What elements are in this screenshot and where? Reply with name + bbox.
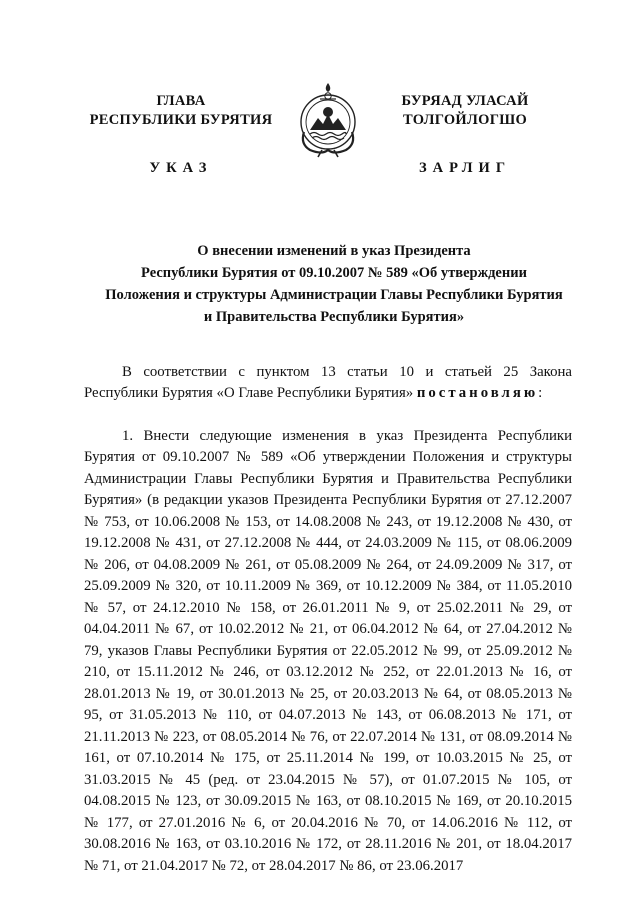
point-1-paragraph: 1. Внести следующие изменения в указ Президента Республики Бурятия от 09.10.2007 № 589 «Об утверждении Положения и структуры Администрации Главы Республики Бурятия и Правительства Республики Бурятия» (в редакции указов Президента Республики Бурятия от 27.12.2007 № 753, от 10.06.2008 № 153, от 14.08.2008 № 243, от 19.12.2008 № 430, от 19.12.2008 № 431, от 27.12.2008 № 444, от 24.03.2009 № 115, от 08.06.2009 № 206, от 04.08.2009 № 261, от 05.08.2009 № 264, от 24.09.2009 № 317, от 25.09.2009 № 320, от 10.11.2009 № 369, от 10.12.2009 № 384, от 11.05.2010 № 57, от 24.12.2010 № 158, от 26.01.2011 № 9, от 25.02.2011 № 29, от 04.04.2011 № 67, от 10.02.2012 № 21, от 06.04.2012 № 64, от 27.04.2012 № 79, указов Главы Республики Бурятия от 22.05.2012 № 99, от 25.09.2012 № 210, от 15.11.2012 № 246, от 03.12.2012 № 252, от 22.01.2013 № 16, от 28.01.2013 № 19, от 30.01.2013 № 25, от 20.03.2013 № 64, от 08.05.2013 № 95, от 31.05.2013 № 110, от 04.07.2013 № 143, от 06.08.2013 № 171, от 21.11.2013 № 223, от 08.05.2014 № 76, от 22.07.2014 № 131, от 08.09.2014 № 161, от 07.10.2014 № 175, от 25.11.2014 № 199, от 10.03.2015 № 25, от 31.03.2015 № 45 (ред. от 23.04.2015 № 57), от 01.07.2015 № 105, от 04.08.2015 № 123, от 30.09.2015 № 163, от 08.10.2015 № 169, от 20.10.2015 № 177, от 27.01.2016 № 6, от 20.04.2016 № 70, от 14.06.2016 № 112, от 30.08.2016 № 163, от 03.10.2016 № 172, от 28.11.2016 № 201, от 18.04.2017 № 71, от 21.04.2017 № 72, от 28.04.2017 № 86, от 23.06.2017 xyxy=(84,427,572,874)
header-right-line2: ТОЛГОЙЛОГШО xyxy=(402,112,528,128)
header-left-line1: ГЛАВА xyxy=(156,93,206,109)
header-left-decree: УКАЗ xyxy=(149,160,213,176)
header-russian xyxy=(86,92,276,178)
header-right-line1: БУРЯАД УЛАСАЙ xyxy=(401,93,529,109)
header-buryat xyxy=(380,92,550,178)
decree-verb: постановляю xyxy=(416,385,539,402)
title-line-1: О внесении изменений в указ Президента xyxy=(197,243,471,259)
header-left-line2: РЕСПУБЛИКИ БУРЯТИЯ xyxy=(89,112,273,128)
title-line-2: Республики Бурятия от 09.10.2007 № 589 «Об утверждении xyxy=(141,265,527,281)
preamble-paragraph xyxy=(84,362,572,405)
title-line-4: и Правительства Республики Бурятия» xyxy=(203,309,465,325)
coat-of-arms-emblem xyxy=(296,80,360,158)
decree-title xyxy=(84,240,584,328)
preamble-ending: : xyxy=(538,385,543,402)
preamble-text: В соответствии с пунктом 13 статьи 10 и статьей 25 Закона Республики Бурятия «О Главе Республики Бурятия» xyxy=(84,363,572,402)
title-line-3: Положения и структуры Администрации Главы Республики Бурятия xyxy=(105,287,563,303)
header-right-decree: ЗАРЛИГ xyxy=(418,160,512,176)
